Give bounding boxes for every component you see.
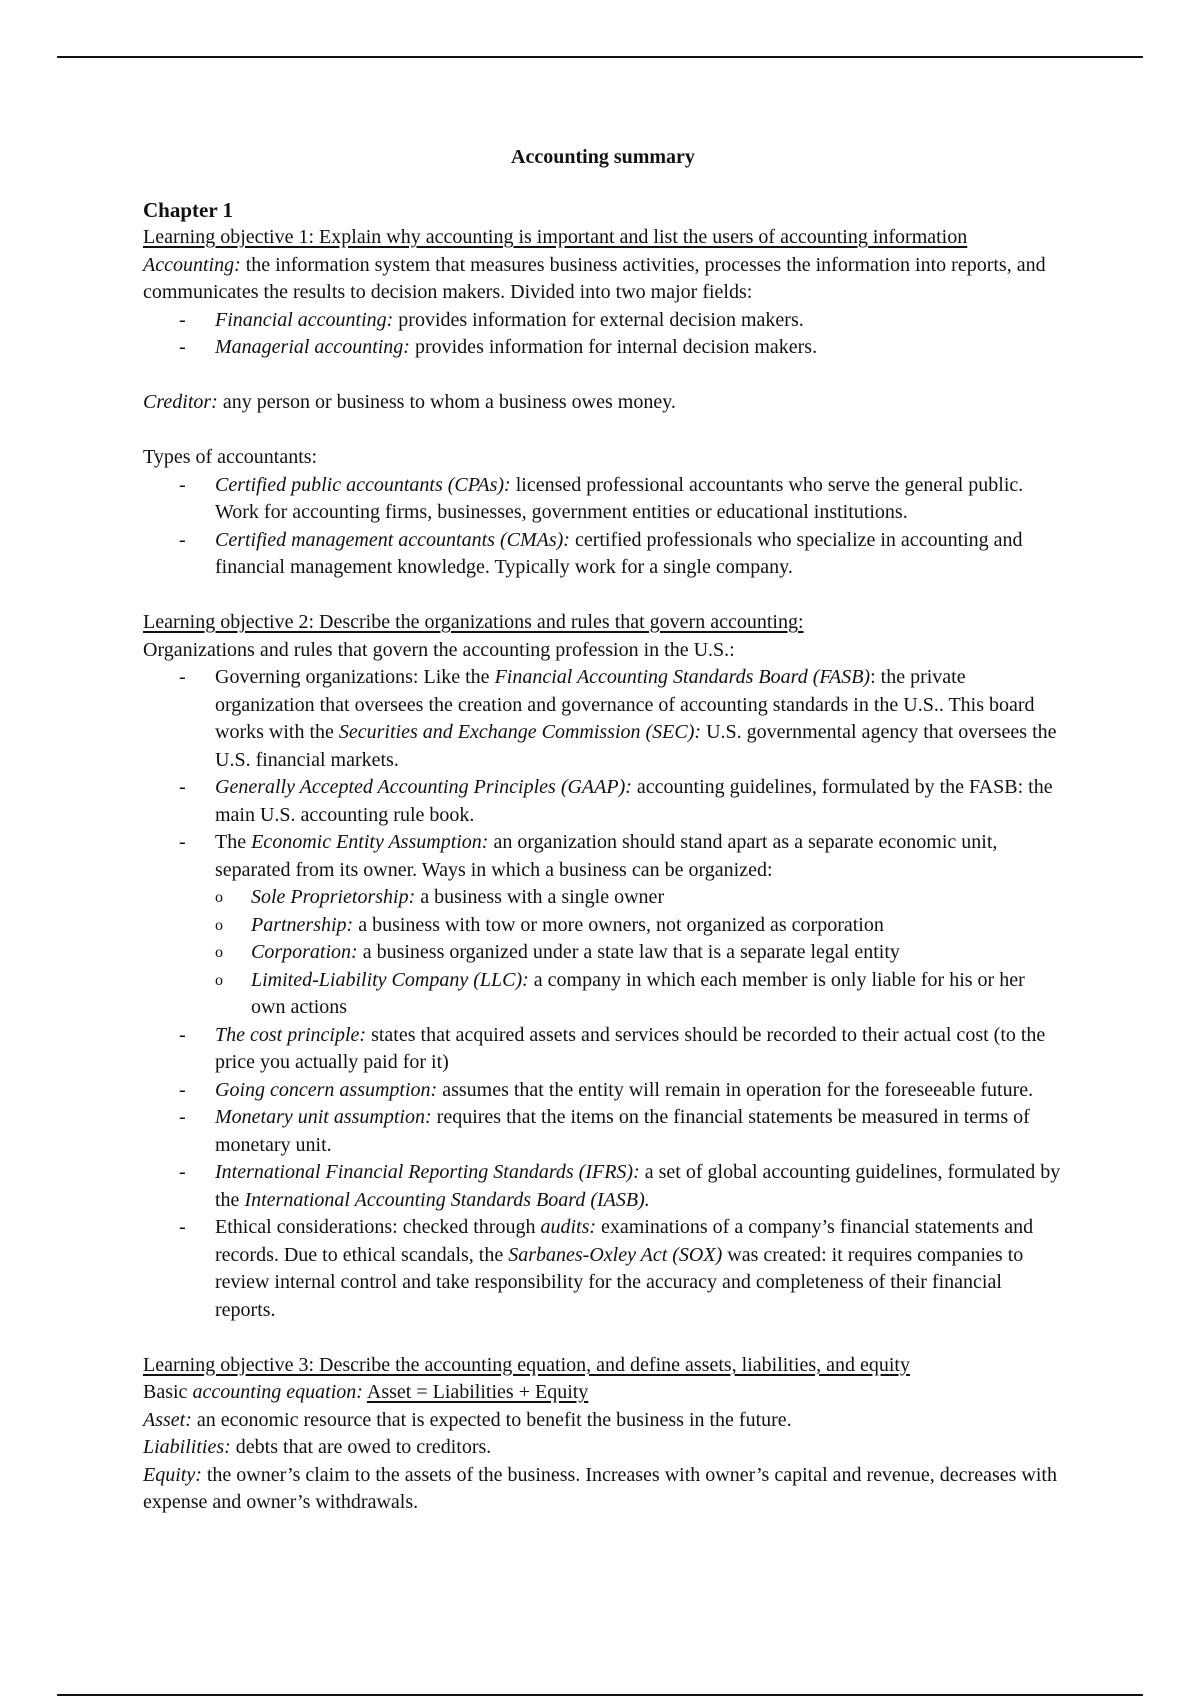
text-run: Basic	[143, 1381, 193, 1403]
term: Equity:	[143, 1463, 202, 1486]
text-run: a business with a single owner	[415, 886, 665, 908]
field-term: Managerial accounting:	[215, 336, 410, 358]
accounting-equation	[143, 1379, 1063, 1407]
dash-bullet: -	[179, 308, 186, 331]
text-run: Governing organizations: Like the	[215, 666, 495, 688]
circle-bullet: o	[215, 889, 223, 906]
accounting-def: the information system that measures business activities, processes the information into reports, and communicates the results to decision makers. Divided into two major fields:	[143, 253, 1046, 303]
dash-bullet: -	[179, 1078, 186, 1101]
term: Limited-Liability Company (LLC):	[251, 968, 529, 991]
lo2-heading: Learning objective 2: Describe the organizations and rules that govern accounting:	[143, 611, 804, 633]
term: Corporation:	[251, 941, 358, 963]
list-item	[179, 1159, 1063, 1214]
bottom-rule	[57, 1694, 1143, 1696]
creditor-term: Creditor:	[143, 391, 218, 413]
term: accounting equation:	[192, 1381, 363, 1403]
text-run: examinations of a company’s financial statements and records. Due to ethical scandals, the	[215, 1216, 1034, 1266]
term: Sarbanes-Oxley Act (SOX)	[508, 1243, 723, 1266]
liabilities-definition	[143, 1434, 1063, 1462]
circle-bullet: o	[215, 944, 223, 961]
text-run: a business organized under a state law that is a separate legal entity	[357, 941, 900, 963]
lo1-heading: Learning objective 1: Explain why accounting is important and list the users of accounting information	[143, 226, 968, 248]
term: The cost principle:	[215, 1023, 367, 1046]
equity-definition	[143, 1462, 1063, 1517]
term: Asset:	[143, 1408, 192, 1431]
types-intro: Types of accountants:	[143, 446, 318, 468]
text-run: a company in which each member is only liable for his or her own actions	[251, 968, 1025, 1018]
dash-bullet: -	[179, 473, 186, 496]
spacer	[143, 417, 1063, 445]
list-item	[179, 1077, 1063, 1105]
term: Generally Accepted Accounting Principles (GAAP):	[215, 776, 632, 798]
field-def: provides information for internal decision makers.	[409, 336, 818, 358]
text-run: The	[215, 831, 252, 853]
term: Liabilities:	[143, 1436, 231, 1458]
document-title: Accounting summary	[511, 146, 695, 168]
dash-bullet: -	[179, 336, 186, 358]
dash-bullet: -	[179, 1161, 186, 1183]
asset-definition	[143, 1407, 1063, 1435]
accountant-types-list	[143, 472, 1063, 582]
text-run: states that acquired assets and services should be recorded to their actual cost (to the price you actually paid for it)	[215, 1023, 1046, 1073]
term: Going concern assumption:	[215, 1078, 438, 1101]
document-body	[143, 144, 1063, 1517]
list-item	[215, 967, 1063, 1022]
spacer	[143, 1324, 1063, 1352]
type-term: Certified public accountants (CPAs):	[215, 473, 511, 496]
text-run: assumes that the entity will remain in operation for the foreseeable future.	[437, 1078, 1034, 1101]
term: audits:	[540, 1216, 597, 1238]
text-run: an economic resource that is expected to benefit the business in the future.	[191, 1408, 792, 1431]
term: Sole Proprietorship:	[251, 886, 416, 908]
text-run: a set of global accounting guidelines, formulated by the	[215, 1161, 1061, 1211]
field-def: provides information for external decision makers.	[393, 308, 804, 331]
rules-list	[143, 664, 1063, 1324]
type-term: Certified management accountants (CMAs):	[215, 528, 570, 551]
circle-bullet: o	[215, 971, 223, 989]
equation-value: Asset = Liabilities + Equity	[366, 1381, 589, 1403]
accounting-definition	[143, 252, 1063, 307]
text-run: U.S. governmental agency that oversees the U.S. financial markets.	[215, 721, 1057, 771]
creditor-definition	[143, 389, 1063, 417]
text-run: requires that the items on the financial statements be measured in terms of monetary unit.	[215, 1106, 1030, 1156]
top-rule	[57, 56, 1143, 58]
dash-bullet: -	[179, 831, 186, 853]
term: Financial Accounting Standards Board (FASB)	[494, 666, 871, 688]
lo3-heading: Learning objective 3: Describe the accounting equation, and define assets, liabilities, and equity	[143, 1353, 910, 1376]
dash-bullet: -	[179, 528, 186, 551]
text-run: was created: it requires companies to review internal control and take responsibility for the accuracy and completeness of their financial reports.	[215, 1243, 1024, 1321]
dash-bullet: -	[179, 1216, 186, 1238]
list-item	[215, 912, 1063, 940]
list-item	[179, 664, 1063, 774]
lo2-intro: Organizations and rules that govern the accounting profession in the U.S.:	[143, 638, 735, 661]
accounting-fields-list	[143, 307, 1063, 362]
creditor-def: any person or business to whom a business owes money.	[217, 391, 676, 413]
list-item	[179, 1104, 1063, 1159]
list-item	[179, 1022, 1063, 1077]
dash-bullet: -	[179, 1106, 186, 1128]
text-run: accounting guidelines, formulated by the FASB: the main U.S. accounting rule book.	[215, 776, 1053, 826]
business-forms-list	[215, 884, 1063, 1022]
text-run: a business with tow or more owners, not organized as corporation	[353, 913, 884, 936]
term: International Financial Reporting Standards (IFRS):	[215, 1161, 640, 1183]
text-run: : the private organization that oversees the creation and governance of accounting standards in the U.S.. This board works with the	[215, 666, 1035, 743]
list-item	[215, 884, 1063, 912]
term: Partnership:	[251, 913, 354, 936]
dash-bullet: -	[179, 776, 186, 798]
dash-bullet: -	[179, 666, 186, 688]
text-run: Ethical considerations: checked through	[215, 1216, 541, 1238]
text-run: the owner’s claim to the assets of the business. Increases with owner’s capital and revenue, decreases with expense and owner’s withdrawals.	[143, 1463, 1057, 1513]
term: Economic Entity Assumption:	[251, 831, 489, 853]
type-def: licensed professional accountants who serve the general public. Work for accounting firms, businesses, government entities or educational institutions.	[215, 473, 1024, 523]
dash-bullet: -	[179, 1023, 186, 1046]
list-item	[179, 307, 1063, 335]
spacer	[143, 582, 1063, 610]
type-def: certified professionals who specialize in accounting and financial management knowledge. Typically work for a single company.	[215, 528, 1023, 578]
circle-bullet: o	[215, 916, 223, 934]
term: International Accounting Standards Board (IASB).	[244, 1188, 650, 1211]
field-term: Financial accounting:	[215, 308, 394, 331]
list-item	[179, 334, 1063, 362]
text-run: an organization should stand apart as a separate economic unit, separated from its owner. Ways in which a business can be organized:	[215, 831, 998, 881]
list-item	[179, 527, 1063, 582]
list-item	[179, 774, 1063, 829]
list-item	[179, 472, 1063, 527]
accounting-term: Accounting:	[143, 253, 241, 276]
list-item	[179, 1214, 1063, 1324]
term: Securities and Exchange Commission (SEC):	[338, 721, 702, 743]
list-item	[215, 939, 1063, 967]
list-item	[179, 829, 1063, 1022]
spacer	[143, 362, 1063, 390]
text-run: debts that are owed to creditors.	[230, 1436, 492, 1458]
term: Monetary unit assumption:	[215, 1106, 432, 1128]
chapter-heading: Chapter 1	[143, 197, 234, 222]
